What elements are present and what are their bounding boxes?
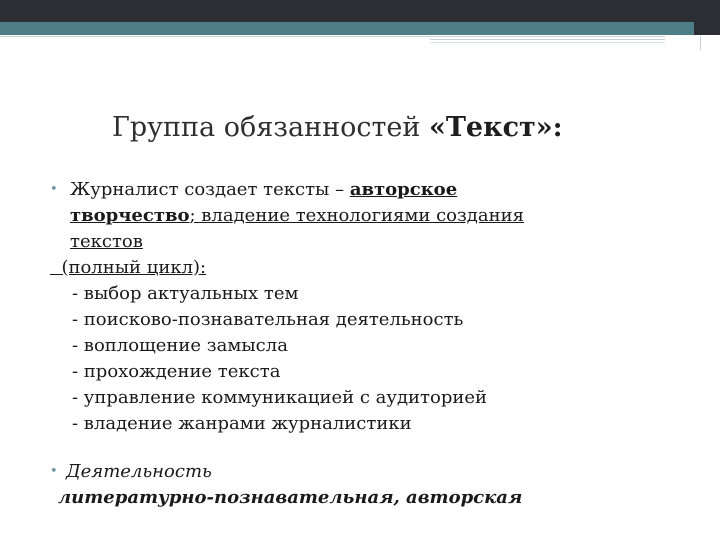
top-teal-bar xyxy=(0,22,694,35)
top-bar-corner xyxy=(694,22,720,35)
duties-list xyxy=(72,281,487,437)
title-plain: Группа обязанностей xyxy=(112,112,429,143)
bullet-icon: • xyxy=(50,464,58,479)
text-run: Журналист создает тексты – xyxy=(70,179,350,200)
list-item: - воплощение замысла xyxy=(72,335,288,356)
list-item: - управление коммуникацией с аудиторией xyxy=(72,387,488,408)
slide-title xyxy=(112,112,563,143)
list-item: - прохождение текста xyxy=(72,361,281,382)
decorative-line xyxy=(430,42,665,43)
text-line: текстов xyxy=(70,231,143,252)
text-run-bold: авторское xyxy=(349,179,458,200)
top-dark-bar xyxy=(0,0,720,22)
decorative-line xyxy=(700,36,701,50)
list-item: - поисково-познавательная деятельность xyxy=(72,309,464,330)
decorative-line xyxy=(0,36,665,37)
paragraph-text-bold: литературно-познавательная, авторская xyxy=(58,487,523,508)
list-item: - владение жанрами журналистики xyxy=(72,413,412,434)
bullet-paragraph-2 xyxy=(50,459,212,485)
text-line: (полный цикл): xyxy=(50,257,207,278)
title-bold: «Текст»: xyxy=(428,112,563,143)
text-run: ; владение технологиями создания xyxy=(189,205,524,226)
list-item: - выбор актуальных тем xyxy=(72,283,299,304)
bullet-icon: • xyxy=(50,182,58,197)
text-run-bold: творчество xyxy=(70,205,190,226)
paragraph-text xyxy=(70,177,690,255)
paragraph-text: Деятельность xyxy=(66,461,212,482)
decorative-line xyxy=(430,39,665,40)
bullet-paragraph-1 xyxy=(50,177,690,434)
